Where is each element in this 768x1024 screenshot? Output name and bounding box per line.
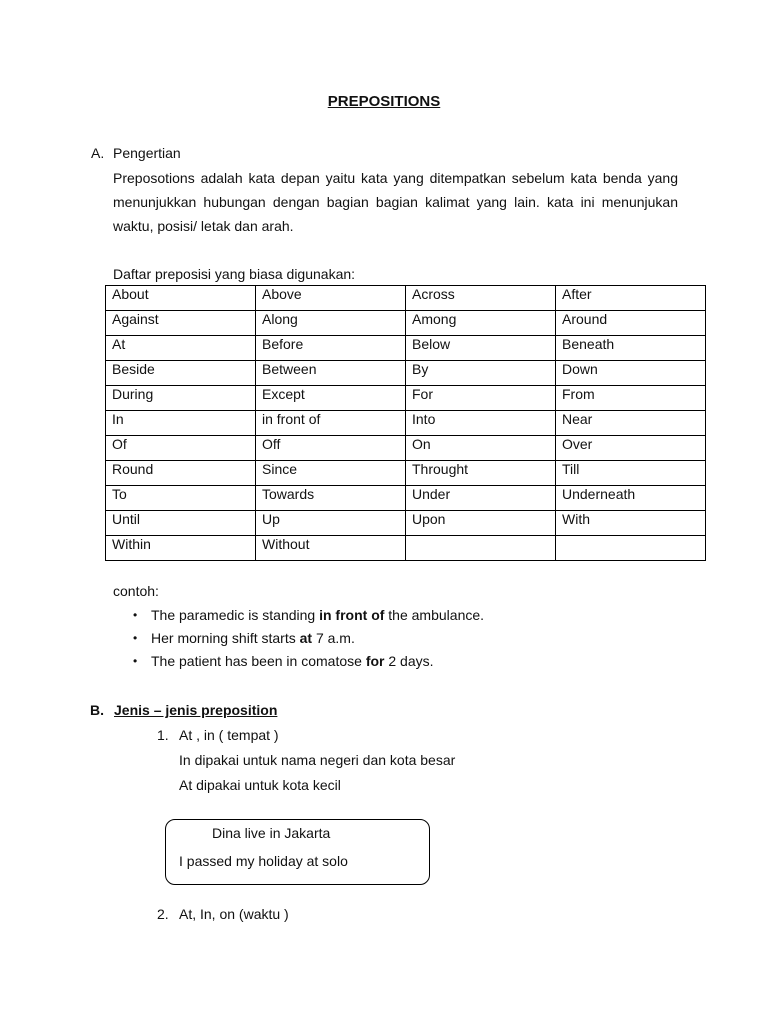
definition-paragraph: Preposotions adalah kata depan yaitu kata yang ditempatkan sebelum kata benda yang menunjukkan hubungan dengan bagian bagian kalimat yang lain. kata ini menunjukan waktu, posisi/ letak dan arah. (113, 170, 678, 234)
table-cell: Against (106, 311, 256, 336)
item-2-title: At, In, on (waktu ) (179, 906, 289, 922)
table-cell: Beneath (556, 336, 706, 361)
table-cell: Except (256, 386, 406, 411)
table-row (106, 511, 706, 536)
table-cell: Over (556, 436, 706, 461)
table-row (106, 436, 706, 461)
numbered-item-1 (157, 727, 279, 743)
example-text: 2 days. (384, 653, 434, 669)
table-row (106, 361, 706, 386)
title-text: PREPOSITIONS (327, 93, 441, 110)
example-preposition: at (299, 630, 313, 646)
example-preposition: in front of (319, 607, 385, 623)
table-cell: About (106, 286, 256, 311)
prepositions-table (105, 285, 706, 561)
table-cell: Above (256, 286, 406, 311)
example-text: 7 a.m. (312, 630, 355, 646)
example-item (133, 605, 484, 628)
table-cell: By (406, 361, 556, 386)
table-cell: Upon (406, 511, 556, 536)
table-row (106, 461, 706, 486)
table-cell: With (556, 511, 706, 536)
table-cell: Throught (406, 461, 556, 486)
table-row (106, 536, 706, 561)
table-cell: Of (106, 436, 256, 461)
table-cell: Down (556, 361, 706, 386)
table-cell: Till (556, 461, 706, 486)
table-cell: From (556, 386, 706, 411)
table-cell: Since (256, 461, 406, 486)
section-a-number: A. (91, 145, 105, 161)
example-preposition: for (365, 653, 385, 669)
table-cell: Under (406, 486, 556, 511)
examples-list (133, 605, 484, 674)
numbered-item-2 (157, 906, 289, 922)
table-cell: Until (106, 511, 256, 536)
table-cell: On (406, 436, 556, 461)
item-1-line-2: At dipakai untuk kota kecil (179, 777, 341, 793)
table-cell: Below (406, 336, 556, 361)
example-box (165, 819, 430, 885)
table-cell: During (106, 386, 256, 411)
box-line-2: I passed my holiday at solo (179, 853, 348, 869)
table-cell: Across (406, 286, 556, 311)
example-text: The paramedic is standing (151, 607, 320, 623)
table-row (106, 311, 706, 336)
item-1-number: 1. (157, 727, 169, 743)
item-2-number: 2. (157, 906, 169, 922)
table-cell: For (406, 386, 556, 411)
table-row (106, 286, 706, 311)
table-cell: Off (256, 436, 406, 461)
example-item (133, 651, 484, 674)
table-cell: Up (256, 511, 406, 536)
table-cell: Near (556, 411, 706, 436)
table-cell: In (106, 411, 256, 436)
example-item (133, 628, 484, 651)
table-cell: Underneath (556, 486, 706, 511)
example-text: The patient has been in comatose (151, 653, 366, 669)
table-row (106, 386, 706, 411)
page-title (0, 93, 768, 110)
table-cell: Before (256, 336, 406, 361)
table-cell: Along (256, 311, 406, 336)
table-cell: Among (406, 311, 556, 336)
item-1-title: At , in ( tempat ) (179, 727, 279, 743)
box-line-1: Dina live in Jakarta (212, 825, 331, 841)
section-b-title: Jenis – jenis preposition (114, 702, 278, 718)
table-cell: To (106, 486, 256, 511)
table-row (106, 336, 706, 361)
item-1-line-1: In dipakai untuk nama negeri dan kota besar (179, 752, 456, 768)
section-a-title: Pengertian (113, 145, 181, 161)
table-cell: Into (406, 411, 556, 436)
table-cell: Within (106, 536, 256, 561)
table-cell: Beside (106, 361, 256, 386)
list-intro: Daftar preposisi yang biasa digunakan: (113, 266, 356, 282)
table-cell: in front of (256, 411, 406, 436)
example-text: the ambulance. (384, 607, 485, 623)
table-row (106, 486, 706, 511)
table-cell: Round (106, 461, 256, 486)
table-cell: Between (256, 361, 406, 386)
table-cell (556, 536, 706, 561)
section-a-heading (91, 145, 181, 161)
table-cell: After (556, 286, 706, 311)
table-cell: Around (556, 311, 706, 336)
table-cell: Towards (256, 486, 406, 511)
table-cell: At (106, 336, 256, 361)
section-b-number: B. (90, 702, 104, 718)
table-cell: Without (256, 536, 406, 561)
examples-label: contoh: (113, 583, 159, 599)
example-text: Her morning shift starts (151, 630, 300, 646)
table-row (106, 411, 706, 436)
section-b-heading (90, 702, 277, 718)
table-cell (406, 536, 556, 561)
